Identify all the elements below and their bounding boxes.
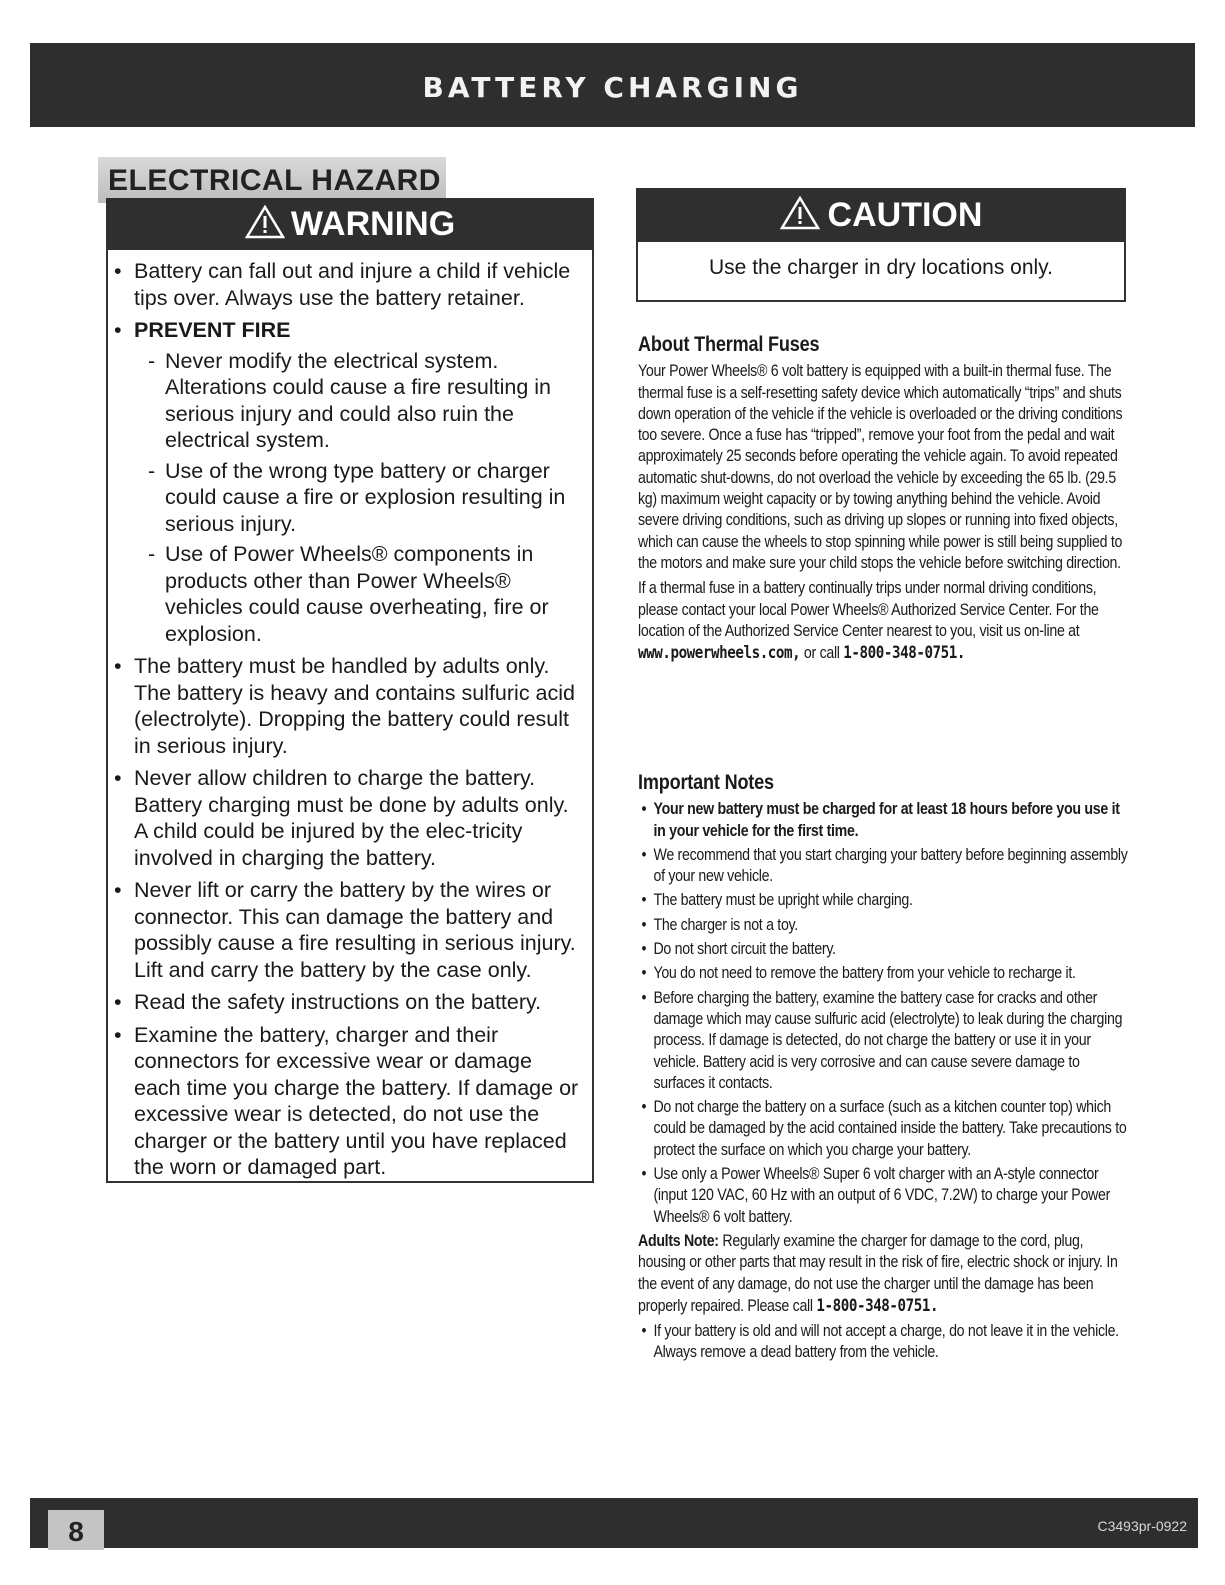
phone-number: 1-800-348-0751. xyxy=(816,1295,939,1315)
thermal-paragraph-2: If a thermal fuse in a battery continually trips under normal driving conditions, please contact your local Power Wheels® Authorized Service Center. For the location of the Authorized Service Center nearest to you, visit us on-line at www.powerwheels.com, or call 1-800-348-0751. xyxy=(638,579,1099,663)
warning-item: • Never allow children to charge the battery. Battery charging must be done by adults only. A child could be injured by the elec-tricity involved in charging the battery. xyxy=(114,765,584,871)
caution-heading-text: CAUTION xyxy=(827,196,983,234)
page-number: 8 xyxy=(48,1510,104,1550)
note-item: • Do not charge the battery on a surface (such as a kitchen counter top) which could be damaged by the acid contained inside the battery. Take precautions to protect the surface on which you charge your battery. xyxy=(638,1097,1130,1161)
page-title: BATTERY CHARGING xyxy=(422,71,803,104)
adults-note: Adults Note: Regularly examine the charger for damage to the cord, plug, housing or other parts that may result in the risk of fire, electric shock or injury. In the event of any damage, do not use the charger until the damage has been properly repaired. Please call 1-800-348-0751. xyxy=(638,1231,1118,1315)
document-code: C3493pr-0922 xyxy=(1097,1518,1187,1534)
important-notes-heading: Important Notes xyxy=(638,771,774,794)
note-item: • Do not short circuit the battery. xyxy=(638,939,1130,960)
warning-subitem: - Never modify the electrical system. Alterations could cause a fire resulting in serious injury and could also ruin the electrical system. xyxy=(134,348,584,454)
adults-note-label: Adults Note: xyxy=(638,1231,719,1250)
electrical-hazard-tab: ELECTRICAL HAZARD xyxy=(98,157,446,203)
warning-list xyxy=(114,258,584,1187)
warning-item: • Battery can fall out and injure a child if vehicle tips over. Always use the battery retainer. xyxy=(114,258,584,311)
note-item: • If your battery is old and will not accept a charge, do not leave it in the vehicle. Always remove a dead battery from the vehicle. xyxy=(638,1321,1130,1364)
note-item: • We recommend that you start charging your battery before beginning assembly of your new vehicle. xyxy=(638,845,1130,888)
website-link[interactable]: www.powerwheels.com, xyxy=(638,643,801,663)
warning-item: • Examine the battery, charger and their connectors for excessive wear or damage each time you charge the battery. If damage or excessive wear is detected, do not use the charger or the battery until you have replaced the worn or damaged part. xyxy=(114,1022,584,1181)
phone-number: 1-800-348-0751. xyxy=(843,643,966,663)
note-item: • Use only a Power Wheels® Super 6 volt charger with an A-style connector (input 120 VAC, 60 Hz with an output of 6 VDC, 7.2W) to charge your Power Wheels® 6 volt battery. xyxy=(638,1164,1130,1228)
thermal-fuses-heading: About Thermal Fuses xyxy=(638,333,820,356)
note-item: • You do not need to remove the battery from your vehicle to recharge it. xyxy=(638,963,1130,984)
note-item: • The battery must be upright while charging. xyxy=(638,890,1130,911)
thermal-paragraph: Your Power Wheels® 6 volt battery is equipped with a built-in thermal fuse. The thermal fuse is a self-resetting safety device which automatically “trips” and shuts down operation of the vehicle if the vehicle is overloaded or the driving conditions too severe. Once a fuse has “tripped”, remove your foot from the pedal and wait approximately 25 seconds before operating the vehicle again. To avoid repeated automatic shut-downs, do not overload the vehicle by exceeding the 65 lb. (29.5 kg) maximum weight capacity or by towing anything behind the vehicle. Avoid severe driving conditions, such as driving up slopes or running into fixed objects, which can cause the wheels to stop spinning while power is still being supplied to the motors and make sure your child stops the vehicle before switching direction. xyxy=(638,362,1123,572)
caution-heading xyxy=(636,188,1126,242)
prevent-fire-heading: PREVENT FIRE xyxy=(134,318,291,342)
note-item: • Your new battery must be charged for at least 18 hours before you use it in your vehicle for the first time. xyxy=(638,799,1130,842)
warning-item-prevent-fire xyxy=(114,317,584,647)
note-item: • Before charging the battery, examine the battery case for cracks and other damage which may cause sulfuric acid (electrolyte) to leak during the charging process. If damage is detected, do not charge the battery or use it in your vehicle. Battery acid is very corrosive and can cause severe damage to surfaces it contacts. xyxy=(638,988,1130,1094)
warning-heading xyxy=(106,198,594,250)
warning-triangle-icon xyxy=(245,205,285,239)
warning-subitem: - Use of the wrong type battery or charger could cause a fire or explosion resulting in serious injury. xyxy=(134,458,584,538)
note-item: • The charger is not a toy. xyxy=(638,915,1130,936)
warning-heading-text: WARNING xyxy=(290,205,456,243)
warning-triangle-icon xyxy=(780,196,820,230)
caution-text: Use the charger in dry locations only. xyxy=(709,256,1053,279)
thermal-fuses-section xyxy=(638,334,1128,668)
warning-item: • Read the safety instructions on the battery. xyxy=(114,989,584,1016)
important-notes-section xyxy=(638,772,1130,1367)
warning-item: • Never lift or carry the battery by the wires or connector. This can damage the battery and possibly cause a fire resulting in serious injury. Lift and carry the battery by the case only. xyxy=(114,877,584,983)
warning-subitem: - Use of Power Wheels® components in products other than Power Wheels® vehicles could cause overheating, fire or explosion. xyxy=(134,541,584,647)
header-bar xyxy=(30,43,1195,127)
footer-bar xyxy=(30,1498,1198,1548)
warning-item: • The battery must be handled by adults only. The battery is heavy and contains sulfuric acid (electrolyte). Dropping the battery could result in serious injury. xyxy=(114,653,584,759)
